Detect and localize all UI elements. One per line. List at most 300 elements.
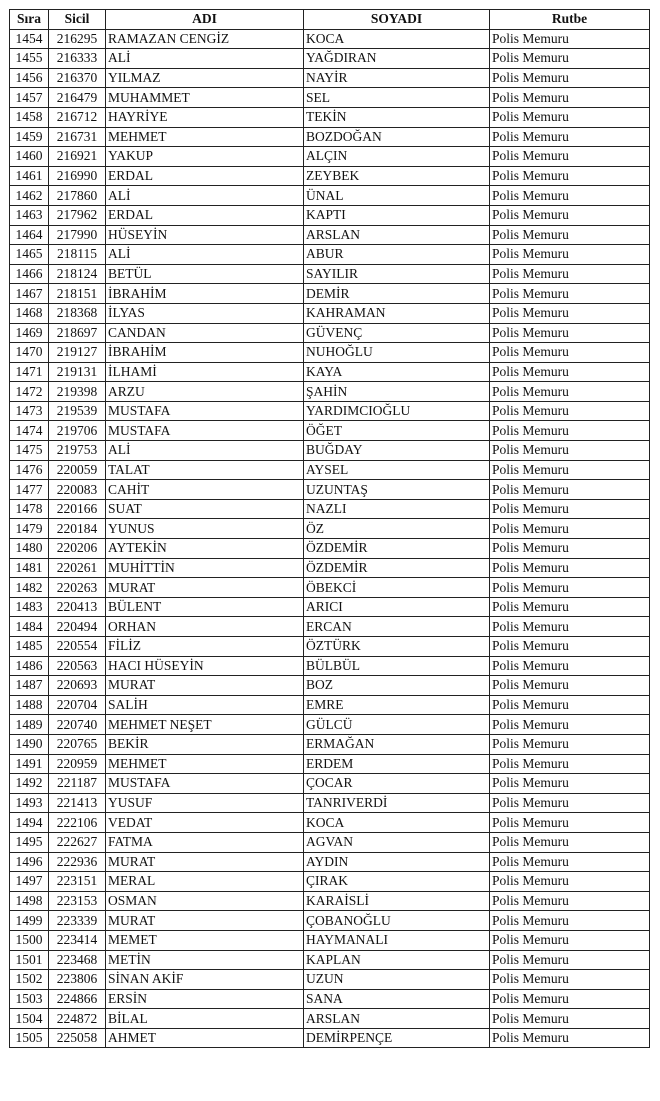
cell-adi: ALİ: [106, 245, 304, 265]
cell-adi: FATMA: [106, 832, 304, 852]
cell-rutbe: Polis Memuru: [490, 911, 650, 931]
cell-rutbe: Polis Memuru: [490, 695, 650, 715]
cell-sicil: 223468: [49, 950, 106, 970]
cell-adi: ALİ: [106, 186, 304, 206]
cell-rutbe: Polis Memuru: [490, 88, 650, 108]
table-row: [10, 186, 650, 206]
cell-sicil: 223339: [49, 911, 106, 931]
cell-sira: 1469: [10, 323, 49, 343]
table-row: [10, 29, 650, 49]
cell-soyadi: KARAİSLİ: [304, 891, 490, 911]
table-row: [10, 421, 650, 441]
cell-rutbe: Polis Memuru: [490, 264, 650, 284]
cell-rutbe: Polis Memuru: [490, 441, 650, 461]
cell-sicil: 216370: [49, 68, 106, 88]
cell-adi: İBRAHİM: [106, 284, 304, 304]
cell-sira: 1467: [10, 284, 49, 304]
cell-sicil: 220261: [49, 558, 106, 578]
table-row: [10, 127, 650, 147]
cell-soyadi: ŞAHİN: [304, 382, 490, 402]
cell-sira: 1461: [10, 166, 49, 186]
cell-sira: 1487: [10, 676, 49, 696]
cell-sicil: 220704: [49, 695, 106, 715]
cell-sicil: 218368: [49, 303, 106, 323]
cell-sira: 1496: [10, 852, 49, 872]
cell-sicil: 216731: [49, 127, 106, 147]
cell-soyadi: BUĞDAY: [304, 441, 490, 461]
header-sicil: Sicil: [49, 10, 106, 30]
table-row: [10, 930, 650, 950]
cell-sicil: 218124: [49, 264, 106, 284]
cell-sicil: 216712: [49, 107, 106, 127]
cell-rutbe: Polis Memuru: [490, 617, 650, 637]
table-row: [10, 382, 650, 402]
cell-adi: SALİH: [106, 695, 304, 715]
cell-adi: İLYAS: [106, 303, 304, 323]
cell-soyadi: DEMİRPENÇE: [304, 1028, 490, 1048]
cell-soyadi: ALÇIN: [304, 147, 490, 167]
cell-rutbe: Polis Memuru: [490, 989, 650, 1009]
header-soyadi: SOYADI: [304, 10, 490, 30]
cell-sicil: 221413: [49, 793, 106, 813]
table-row: [10, 499, 650, 519]
cell-soyadi: KAHRAMAN: [304, 303, 490, 323]
cell-rutbe: Polis Memuru: [490, 323, 650, 343]
table-row: [10, 245, 650, 265]
table-body: [10, 29, 650, 1048]
cell-soyadi: AGVAN: [304, 832, 490, 852]
cell-soyadi: BOZDOĞAN: [304, 127, 490, 147]
cell-adi: MUHİTTİN: [106, 558, 304, 578]
cell-sicil: 220263: [49, 578, 106, 598]
cell-adi: MEHMET NEŞET: [106, 715, 304, 735]
cell-rutbe: Polis Memuru: [490, 519, 650, 539]
table-row: [10, 734, 650, 754]
cell-adi: BİLAL: [106, 1009, 304, 1029]
table-row: [10, 68, 650, 88]
cell-sira: 1505: [10, 1028, 49, 1048]
cell-rutbe: Polis Memuru: [490, 930, 650, 950]
table-row: [10, 362, 650, 382]
cell-sira: 1473: [10, 401, 49, 421]
cell-adi: VEDAT: [106, 813, 304, 833]
table-row: [10, 637, 650, 657]
cell-soyadi: NUHOĞLU: [304, 343, 490, 363]
cell-soyadi: ÜNAL: [304, 186, 490, 206]
cell-sicil: 218697: [49, 323, 106, 343]
cell-sicil: 219131: [49, 362, 106, 382]
cell-sira: 1471: [10, 362, 49, 382]
cell-rutbe: Polis Memuru: [490, 480, 650, 500]
table-row: [10, 303, 650, 323]
cell-adi: MUHAMMET: [106, 88, 304, 108]
cell-sira: 1463: [10, 205, 49, 225]
cell-soyadi: SEL: [304, 88, 490, 108]
cell-rutbe: Polis Memuru: [490, 774, 650, 794]
table-row: [10, 519, 650, 539]
cell-sira: 1497: [10, 872, 49, 892]
cell-adi: YILMAZ: [106, 68, 304, 88]
cell-sicil: 224866: [49, 989, 106, 1009]
cell-rutbe: Polis Memuru: [490, 107, 650, 127]
table-row: [10, 754, 650, 774]
table-row: [10, 88, 650, 108]
cell-soyadi: SANA: [304, 989, 490, 1009]
cell-sicil: 220494: [49, 617, 106, 637]
cell-soyadi: UZUN: [304, 970, 490, 990]
table-row: [10, 774, 650, 794]
table-row: [10, 147, 650, 167]
cell-sicil: 217990: [49, 225, 106, 245]
table-row: [10, 205, 650, 225]
table-row: [10, 107, 650, 127]
cell-rutbe: Polis Memuru: [490, 813, 650, 833]
cell-adi: ERDAL: [106, 205, 304, 225]
cell-adi: BÜLENT: [106, 597, 304, 617]
cell-adi: ERSİN: [106, 989, 304, 1009]
table-header-row: [10, 10, 650, 30]
cell-adi: ERDAL: [106, 166, 304, 186]
cell-sicil: 222106: [49, 813, 106, 833]
cell-adi: MURAT: [106, 578, 304, 598]
cell-sicil: 222627: [49, 832, 106, 852]
cell-soyadi: KAPLAN: [304, 950, 490, 970]
cell-adi: CANDAN: [106, 323, 304, 343]
cell-sira: 1490: [10, 734, 49, 754]
cell-sira: 1479: [10, 519, 49, 539]
cell-rutbe: Polis Memuru: [490, 49, 650, 69]
cell-rutbe: Polis Memuru: [490, 127, 650, 147]
cell-rutbe: Polis Memuru: [490, 401, 650, 421]
cell-rutbe: Polis Memuru: [490, 754, 650, 774]
cell-adi: MURAT: [106, 911, 304, 931]
cell-sicil: 220059: [49, 460, 106, 480]
table-row: [10, 539, 650, 559]
table-row: [10, 558, 650, 578]
cell-rutbe: Polis Memuru: [490, 205, 650, 225]
cell-sicil: 222936: [49, 852, 106, 872]
cell-sicil: 223806: [49, 970, 106, 990]
cell-sira: 1474: [10, 421, 49, 441]
cell-rutbe: Polis Memuru: [490, 950, 650, 970]
cell-soyadi: KOCA: [304, 29, 490, 49]
cell-rutbe: Polis Memuru: [490, 29, 650, 49]
cell-adi: HACI HÜSEYİN: [106, 656, 304, 676]
cell-soyadi: ARICI: [304, 597, 490, 617]
cell-soyadi: NAZLI: [304, 499, 490, 519]
cell-rutbe: Polis Memuru: [490, 166, 650, 186]
cell-rutbe: Polis Memuru: [490, 656, 650, 676]
cell-adi: İLHAMİ: [106, 362, 304, 382]
cell-adi: HAYRİYE: [106, 107, 304, 127]
cell-adi: YAKUP: [106, 147, 304, 167]
cell-adi: ALİ: [106, 441, 304, 461]
cell-adi: BETÜL: [106, 264, 304, 284]
table-row: [10, 1009, 650, 1029]
cell-rutbe: Polis Memuru: [490, 343, 650, 363]
cell-sira: 1502: [10, 970, 49, 990]
header-rutbe: Rutbe: [490, 10, 650, 30]
cell-rutbe: Polis Memuru: [490, 1009, 650, 1029]
cell-adi: SİNAN AKİF: [106, 970, 304, 990]
cell-rutbe: Polis Memuru: [490, 362, 650, 382]
cell-sicil: 220206: [49, 539, 106, 559]
cell-rutbe: Polis Memuru: [490, 715, 650, 735]
cell-sira: 1466: [10, 264, 49, 284]
cell-rutbe: Polis Memuru: [490, 872, 650, 892]
cell-adi: FİLİZ: [106, 637, 304, 657]
cell-soyadi: YARDIMCIOĞLU: [304, 401, 490, 421]
cell-sira: 1481: [10, 558, 49, 578]
cell-soyadi: KAPTI: [304, 205, 490, 225]
cell-rutbe: Polis Memuru: [490, 832, 650, 852]
table-row: [10, 695, 650, 715]
cell-sicil: 220413: [49, 597, 106, 617]
cell-rutbe: Polis Memuru: [490, 499, 650, 519]
cell-sira: 1464: [10, 225, 49, 245]
cell-rutbe: Polis Memuru: [490, 460, 650, 480]
cell-soyadi: YAĞDIRAN: [304, 49, 490, 69]
table-row: [10, 166, 650, 186]
cell-adi: MUSTAFA: [106, 401, 304, 421]
cell-sira: 1489: [10, 715, 49, 735]
table-row: [10, 832, 650, 852]
cell-adi: AYTEKİN: [106, 539, 304, 559]
cell-adi: YUSUF: [106, 793, 304, 813]
table-row: [10, 793, 650, 813]
cell-soyadi: ÇOBANOĞLU: [304, 911, 490, 931]
table-row: [10, 813, 650, 833]
cell-sicil: 216990: [49, 166, 106, 186]
cell-rutbe: Polis Memuru: [490, 637, 650, 657]
cell-rutbe: Polis Memuru: [490, 539, 650, 559]
cell-soyadi: ARSLAN: [304, 1009, 490, 1029]
cell-sicil: 225058: [49, 1028, 106, 1048]
table-row: [10, 225, 650, 245]
cell-soyadi: ÖZ: [304, 519, 490, 539]
table-row: [10, 617, 650, 637]
cell-sicil: 220083: [49, 480, 106, 500]
cell-sira: 1472: [10, 382, 49, 402]
cell-adi: AHMET: [106, 1028, 304, 1048]
cell-soyadi: GÜLCÜ: [304, 715, 490, 735]
cell-sira: 1492: [10, 774, 49, 794]
cell-sira: 1462: [10, 186, 49, 206]
cell-rutbe: Polis Memuru: [490, 676, 650, 696]
cell-rutbe: Polis Memuru: [490, 147, 650, 167]
cell-sira: 1459: [10, 127, 49, 147]
table-row: [10, 989, 650, 1009]
table-row: [10, 715, 650, 735]
cell-sicil: 219539: [49, 401, 106, 421]
cell-sicil: 216921: [49, 147, 106, 167]
table-row: [10, 264, 650, 284]
personnel-table: [9, 9, 650, 1048]
cell-sicil: 220166: [49, 499, 106, 519]
table-row: [10, 970, 650, 990]
header-adi: ADI: [106, 10, 304, 30]
cell-sicil: 220563: [49, 656, 106, 676]
table-row: [10, 323, 650, 343]
table-row: [10, 872, 650, 892]
cell-adi: MEHMET: [106, 754, 304, 774]
table-row: [10, 49, 650, 69]
cell-rutbe: Polis Memuru: [490, 970, 650, 990]
cell-soyadi: ERMAĞAN: [304, 734, 490, 754]
cell-sira: 1456: [10, 68, 49, 88]
cell-adi: OSMAN: [106, 891, 304, 911]
table-row: [10, 284, 650, 304]
table-row: [10, 460, 650, 480]
cell-rutbe: Polis Memuru: [490, 852, 650, 872]
cell-sicil: 217962: [49, 205, 106, 225]
cell-soyadi: BOZ: [304, 676, 490, 696]
cell-sicil: 216479: [49, 88, 106, 108]
table-row: [10, 656, 650, 676]
cell-soyadi: HAYMANALI: [304, 930, 490, 950]
cell-rutbe: Polis Memuru: [490, 734, 650, 754]
cell-rutbe: Polis Memuru: [490, 245, 650, 265]
cell-sira: 1470: [10, 343, 49, 363]
table-row: [10, 401, 650, 421]
cell-sicil: 218115: [49, 245, 106, 265]
cell-sira: 1485: [10, 637, 49, 657]
cell-rutbe: Polis Memuru: [490, 891, 650, 911]
cell-adi: MEHMET: [106, 127, 304, 147]
cell-soyadi: BÜLBÜL: [304, 656, 490, 676]
cell-soyadi: ÖĞET: [304, 421, 490, 441]
cell-sicil: 224872: [49, 1009, 106, 1029]
cell-sicil: 220184: [49, 519, 106, 539]
table-row: [10, 911, 650, 931]
cell-sicil: 219706: [49, 421, 106, 441]
cell-soyadi: EMRE: [304, 695, 490, 715]
cell-soyadi: SAYILIR: [304, 264, 490, 284]
cell-soyadi: ÇOCAR: [304, 774, 490, 794]
table-row: [10, 852, 650, 872]
cell-sira: 1460: [10, 147, 49, 167]
cell-adi: MUSTAFA: [106, 774, 304, 794]
cell-rutbe: Polis Memuru: [490, 597, 650, 617]
cell-adi: MUSTAFA: [106, 421, 304, 441]
cell-rutbe: Polis Memuru: [490, 284, 650, 304]
cell-sicil: 220693: [49, 676, 106, 696]
cell-adi: TALAT: [106, 460, 304, 480]
cell-sicil: 223151: [49, 872, 106, 892]
table-row: [10, 950, 650, 970]
cell-sira: 1501: [10, 950, 49, 970]
cell-sira: 1486: [10, 656, 49, 676]
cell-sira: 1465: [10, 245, 49, 265]
table-row: [10, 480, 650, 500]
cell-adi: SUAT: [106, 499, 304, 519]
cell-adi: İBRAHİM: [106, 343, 304, 363]
cell-rutbe: Polis Memuru: [490, 421, 650, 441]
cell-sira: 1476: [10, 460, 49, 480]
table-row: [10, 441, 650, 461]
cell-rutbe: Polis Memuru: [490, 793, 650, 813]
cell-soyadi: AYSEL: [304, 460, 490, 480]
cell-soyadi: KOCA: [304, 813, 490, 833]
cell-sira: 1494: [10, 813, 49, 833]
table-row: [10, 1028, 650, 1048]
table-row: [10, 891, 650, 911]
cell-sira: 1504: [10, 1009, 49, 1029]
cell-adi: BEKİR: [106, 734, 304, 754]
cell-sicil: 221187: [49, 774, 106, 794]
cell-rutbe: Polis Memuru: [490, 382, 650, 402]
cell-sicil: 220959: [49, 754, 106, 774]
cell-rutbe: Polis Memuru: [490, 186, 650, 206]
table-row: [10, 676, 650, 696]
cell-sira: 1480: [10, 539, 49, 559]
cell-soyadi: NAYİR: [304, 68, 490, 88]
cell-rutbe: Polis Memuru: [490, 225, 650, 245]
cell-soyadi: ERCAN: [304, 617, 490, 637]
cell-sira: 1498: [10, 891, 49, 911]
cell-sira: 1475: [10, 441, 49, 461]
cell-soyadi: ÖZDEMİR: [304, 558, 490, 578]
cell-adi: RAMAZAN CENGİZ: [106, 29, 304, 49]
cell-adi: CAHİT: [106, 480, 304, 500]
cell-sira: 1484: [10, 617, 49, 637]
cell-adi: METİN: [106, 950, 304, 970]
table-row: [10, 343, 650, 363]
cell-sicil: 220554: [49, 637, 106, 657]
cell-adi: ARZU: [106, 382, 304, 402]
cell-sicil: 216333: [49, 49, 106, 69]
cell-sira: 1493: [10, 793, 49, 813]
cell-rutbe: Polis Memuru: [490, 303, 650, 323]
cell-soyadi: GÜVENÇ: [304, 323, 490, 343]
cell-sicil: 223414: [49, 930, 106, 950]
cell-adi: ORHAN: [106, 617, 304, 637]
cell-sira: 1500: [10, 930, 49, 950]
cell-sicil: 220740: [49, 715, 106, 735]
table-row: [10, 578, 650, 598]
cell-adi: MURAT: [106, 676, 304, 696]
cell-rutbe: Polis Memuru: [490, 578, 650, 598]
cell-sira: 1488: [10, 695, 49, 715]
table-row: [10, 597, 650, 617]
header-sira: Sıra: [10, 10, 49, 30]
cell-sira: 1491: [10, 754, 49, 774]
cell-adi: MURAT: [106, 852, 304, 872]
cell-soyadi: ARSLAN: [304, 225, 490, 245]
cell-sicil: 223153: [49, 891, 106, 911]
cell-soyadi: UZUNTAŞ: [304, 480, 490, 500]
cell-adi: ALİ: [106, 49, 304, 69]
cell-soyadi: ERDEM: [304, 754, 490, 774]
cell-sicil: 217860: [49, 186, 106, 206]
cell-soyadi: AYDIN: [304, 852, 490, 872]
cell-sicil: 218151: [49, 284, 106, 304]
cell-sira: 1483: [10, 597, 49, 617]
cell-soyadi: TEKİN: [304, 107, 490, 127]
cell-sira: 1477: [10, 480, 49, 500]
cell-sira: 1457: [10, 88, 49, 108]
cell-sicil: 219398: [49, 382, 106, 402]
cell-rutbe: Polis Memuru: [490, 558, 650, 578]
cell-soyadi: ÇIRAK: [304, 872, 490, 892]
cell-adi: MERAL: [106, 872, 304, 892]
cell-soyadi: ÖZTÜRK: [304, 637, 490, 657]
cell-sira: 1478: [10, 499, 49, 519]
cell-adi: MEMET: [106, 930, 304, 950]
cell-sicil: 216295: [49, 29, 106, 49]
cell-soyadi: KAYA: [304, 362, 490, 382]
cell-sira: 1468: [10, 303, 49, 323]
